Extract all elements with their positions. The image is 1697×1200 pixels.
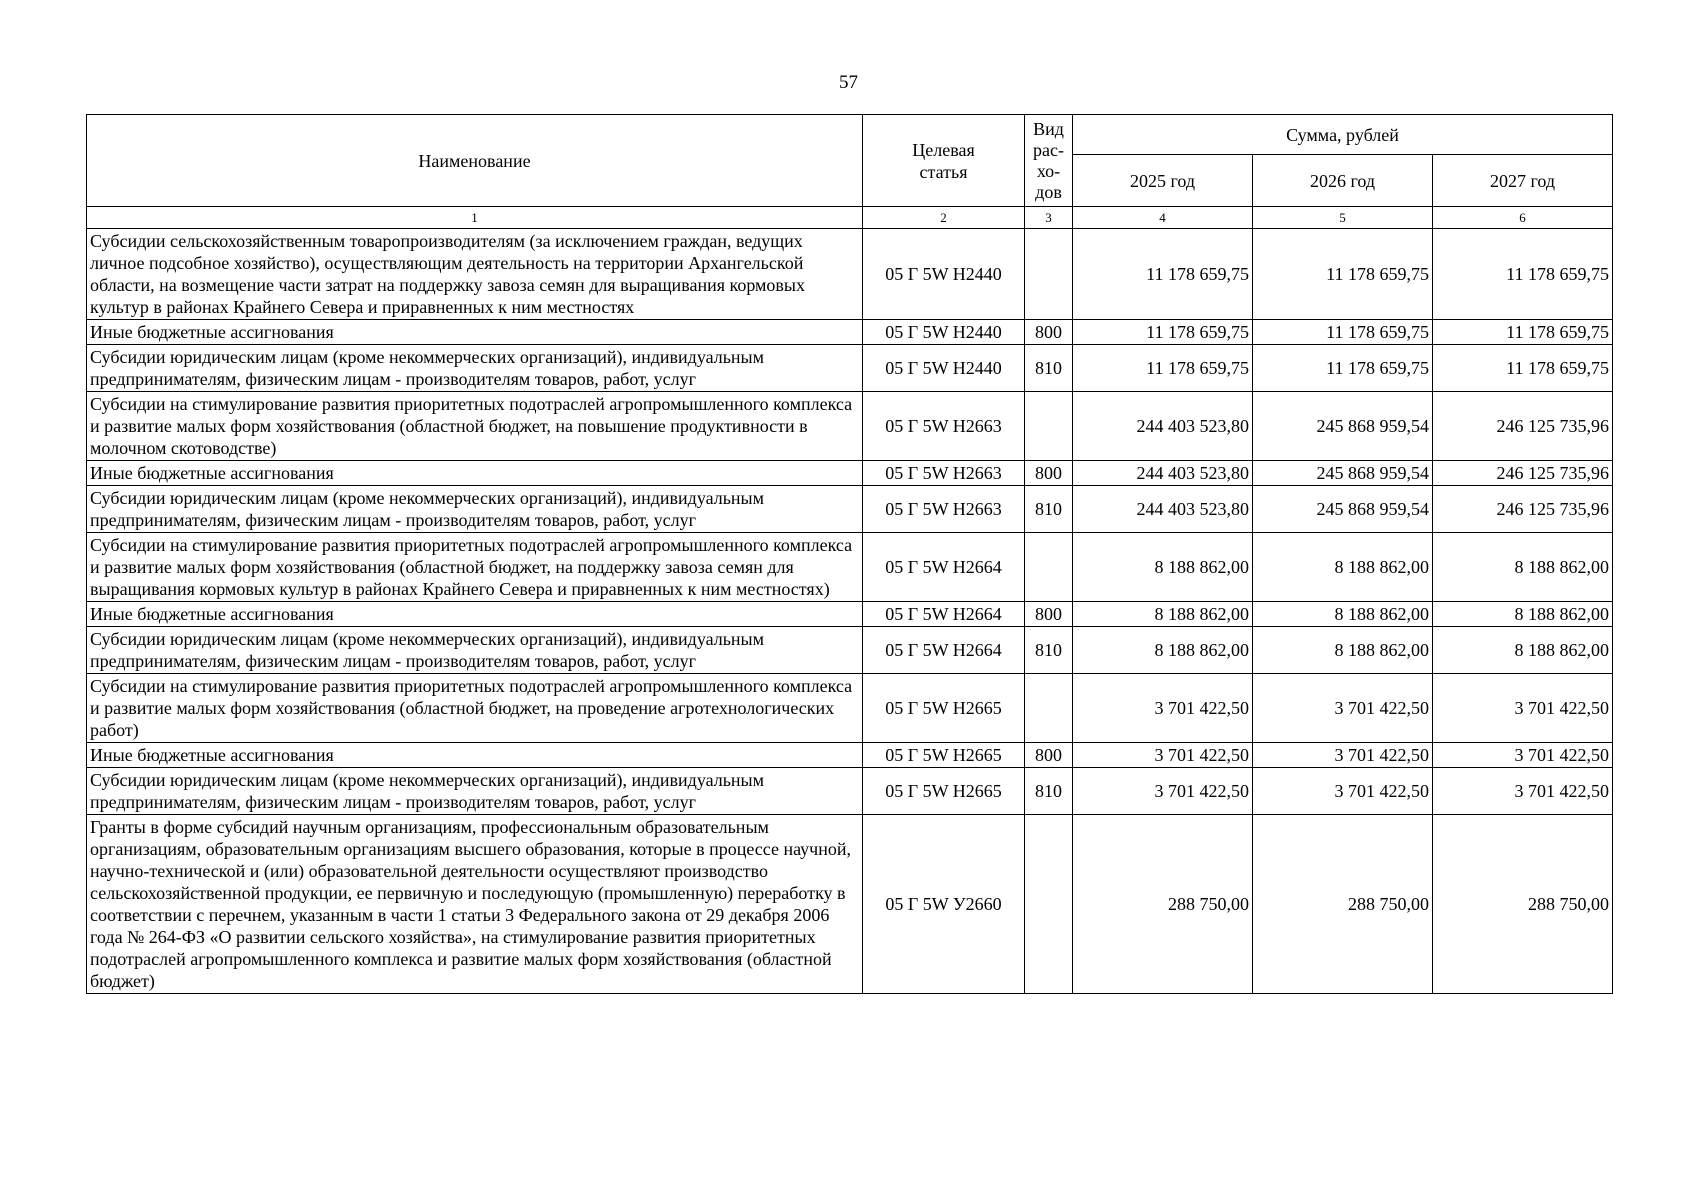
row-amount-2027: 3 701 422,50	[1433, 768, 1613, 815]
row-target-article: 05 Г 5W Н2665	[863, 674, 1025, 743]
column-numbers-row	[87, 207, 1613, 229]
table-row	[87, 229, 1613, 320]
row-name: Субсидии юридическим лицам (кроме некоммерческих организаций), индивидуальным предпринимателям, физическим лицам - производителям товаров, работ, услуг	[87, 768, 863, 815]
table-row	[87, 768, 1613, 815]
row-expense-type: 800	[1025, 320, 1073, 345]
row-name: Субсидии на стимулирование развития приоритетных подотраслей агропромышленного комплекса и развитие малых форм хозяйствования (областной бюджет, на проведение агротехнологических работ)	[87, 674, 863, 743]
row-name: Иные бюджетные ассигнования	[87, 461, 863, 486]
row-name: Иные бюджетные ассигнования	[87, 743, 863, 768]
row-amount-2027: 3 701 422,50	[1433, 743, 1613, 768]
row-amount-2025: 8 188 862,00	[1073, 627, 1253, 674]
row-name: Субсидии юридическим лицам (кроме некоммерческих организаций), индивидуальным предпринимателям, физическим лицам - производителям товаров, работ, услуг	[87, 486, 863, 533]
row-amount-2025: 11 178 659,75	[1073, 229, 1253, 320]
row-amount-2025: 8 188 862,00	[1073, 533, 1253, 602]
row-amount-2026: 245 868 959,54	[1253, 486, 1433, 533]
row-target-article: 05 Г 5W Н2663	[863, 392, 1025, 461]
budget-table	[86, 114, 1613, 994]
row-amount-2026: 288 750,00	[1253, 815, 1433, 994]
row-amount-2027: 288 750,00	[1433, 815, 1613, 994]
table-row	[87, 602, 1613, 627]
row-amount-2027: 11 178 659,75	[1433, 320, 1613, 345]
row-amount-2026: 8 188 862,00	[1253, 602, 1433, 627]
row-amount-2025: 3 701 422,50	[1073, 768, 1253, 815]
table-body	[87, 229, 1613, 994]
row-amount-2025: 11 178 659,75	[1073, 345, 1253, 392]
row-name: Субсидии сельскохозяйственным товаропроизводителям (за исключением граждан, ведущих личное подсобное хозяйство), осуществляющим деятельность на территории Архангельской области, на возмещение части затрат на поддержку завоза семян для выращивания кормовых культур в районах Крайнего Севера и приравненных к ним местностях	[87, 229, 863, 320]
header-target-article: Целевая статья	[863, 115, 1025, 207]
row-amount-2027: 246 125 735,96	[1433, 486, 1613, 533]
column-number: 6	[1433, 207, 1613, 229]
row-amount-2025: 244 403 523,80	[1073, 392, 1253, 461]
column-number: 5	[1253, 207, 1433, 229]
row-name: Субсидии на стимулирование развития приоритетных подотраслей агропромышленного комплекса и развитие малых форм хозяйствования (областной бюджет, на поддержку завоза семян для выращивания кормовых культур в районах Крайнего Севера и приравненных к ним местностях)	[87, 533, 863, 602]
row-name: Гранты в форме субсидий научным организациям, профессиональным образовательным организациям, образовательным организациям высшего образования, которые в процессе научной, научно-технической и (или) образовательной деятельности осуществляют производство сельскохозяйственной продукции, ее первичную и последующую (промышленную) переработку в соответствии с перечнем, указанным в части 1 статьи 3 Федерального закона от 29 декабря 2006 года № 264-ФЗ «О развитии сельского хозяйства», на стимулирование развития приоритетных подотраслей агропромышленного комплекса и развитие малых форм хозяйствования (областной бюджет)	[87, 815, 863, 994]
column-number: 4	[1073, 207, 1253, 229]
row-target-article: 05 Г 5W Н2664	[863, 602, 1025, 627]
row-target-article: 05 Г 5W Н2440	[863, 229, 1025, 320]
row-amount-2027: 8 188 862,00	[1433, 533, 1613, 602]
header-name: Наименование	[87, 115, 863, 207]
row-expense-type: 800	[1025, 461, 1073, 486]
column-number: 2	[863, 207, 1025, 229]
row-amount-2027: 11 178 659,75	[1433, 345, 1613, 392]
row-amount-2027: 246 125 735,96	[1433, 461, 1613, 486]
row-name: Субсидии на стимулирование развития приоритетных подотраслей агропромышленного комплекса и развитие малых форм хозяйствования (областной бюджет, на повышение продуктивности в молочном скотоводстве)	[87, 392, 863, 461]
table-row	[87, 461, 1613, 486]
table-row	[87, 345, 1613, 392]
row-amount-2026: 245 868 959,54	[1253, 392, 1433, 461]
row-expense-type: 800	[1025, 602, 1073, 627]
table-row	[87, 674, 1613, 743]
row-amount-2026: 11 178 659,75	[1253, 229, 1433, 320]
table-row	[87, 627, 1613, 674]
table-row	[87, 392, 1613, 461]
header-expense-type: Вид рас- хо- дов	[1025, 115, 1073, 207]
row-amount-2025: 244 403 523,80	[1073, 486, 1253, 533]
row-expense-type: 810	[1025, 345, 1073, 392]
row-target-article: 05 Г 5W Н2440	[863, 345, 1025, 392]
row-amount-2027: 3 701 422,50	[1433, 674, 1613, 743]
row-target-article: 05 Г 5W У2660	[863, 815, 1025, 994]
row-amount-2025: 3 701 422,50	[1073, 743, 1253, 768]
row-amount-2026: 245 868 959,54	[1253, 461, 1433, 486]
row-amount-2026: 3 701 422,50	[1253, 743, 1433, 768]
row-amount-2027: 8 188 862,00	[1433, 602, 1613, 627]
page-number: 57	[839, 72, 858, 93]
row-amount-2026: 11 178 659,75	[1253, 345, 1433, 392]
row-amount-2026: 3 701 422,50	[1253, 768, 1433, 815]
header-year-2025: 2025 год	[1073, 155, 1253, 207]
row-expense-type	[1025, 392, 1073, 461]
header-year-2026: 2026 год	[1253, 155, 1433, 207]
header-sum: Сумма, рублей	[1073, 115, 1613, 155]
row-expense-type	[1025, 533, 1073, 602]
row-target-article: 05 Г 5W Н2663	[863, 486, 1025, 533]
row-amount-2026: 11 178 659,75	[1253, 320, 1433, 345]
row-amount-2026: 8 188 862,00	[1253, 627, 1433, 674]
row-amount-2026: 8 188 862,00	[1253, 533, 1433, 602]
row-amount-2025: 3 701 422,50	[1073, 674, 1253, 743]
column-number: 1	[87, 207, 863, 229]
table-row	[87, 320, 1613, 345]
row-expense-type: 810	[1025, 486, 1073, 533]
column-number: 3	[1025, 207, 1073, 229]
row-name: Иные бюджетные ассигнования	[87, 320, 863, 345]
row-target-article: 05 Г 5W Н2665	[863, 768, 1025, 815]
row-name: Субсидии юридическим лицам (кроме некоммерческих организаций), индивидуальным предпринимателям, физическим лицам - производителям товаров, работ, услуг	[87, 627, 863, 674]
table-row	[87, 533, 1613, 602]
row-amount-2025: 8 188 862,00	[1073, 602, 1253, 627]
row-name: Иные бюджетные ассигнования	[87, 602, 863, 627]
row-expense-type	[1025, 815, 1073, 994]
table-row	[87, 743, 1613, 768]
header-year-2027: 2027 год	[1433, 155, 1613, 207]
row-amount-2025: 11 178 659,75	[1073, 320, 1253, 345]
row-expense-type: 810	[1025, 768, 1073, 815]
row-amount-2027: 11 178 659,75	[1433, 229, 1613, 320]
row-expense-type	[1025, 674, 1073, 743]
row-target-article: 05 Г 5W Н2440	[863, 320, 1025, 345]
row-target-article: 05 Г 5W Н2663	[863, 461, 1025, 486]
row-amount-2027: 246 125 735,96	[1433, 392, 1613, 461]
row-target-article: 05 Г 5W Н2664	[863, 533, 1025, 602]
row-target-article: 05 Г 5W Н2665	[863, 743, 1025, 768]
row-amount-2027: 8 188 862,00	[1433, 627, 1613, 674]
row-target-article: 05 Г 5W Н2664	[863, 627, 1025, 674]
row-expense-type: 800	[1025, 743, 1073, 768]
row-amount-2026: 3 701 422,50	[1253, 674, 1433, 743]
table-row	[87, 815, 1613, 994]
table-row	[87, 486, 1613, 533]
row-expense-type	[1025, 229, 1073, 320]
row-expense-type: 810	[1025, 627, 1073, 674]
row-amount-2025: 244 403 523,80	[1073, 461, 1253, 486]
row-amount-2025: 288 750,00	[1073, 815, 1253, 994]
row-name: Субсидии юридическим лицам (кроме некоммерческих организаций), индивидуальным предпринимателям, физическим лицам - производителям товаров, работ, услуг	[87, 345, 863, 392]
